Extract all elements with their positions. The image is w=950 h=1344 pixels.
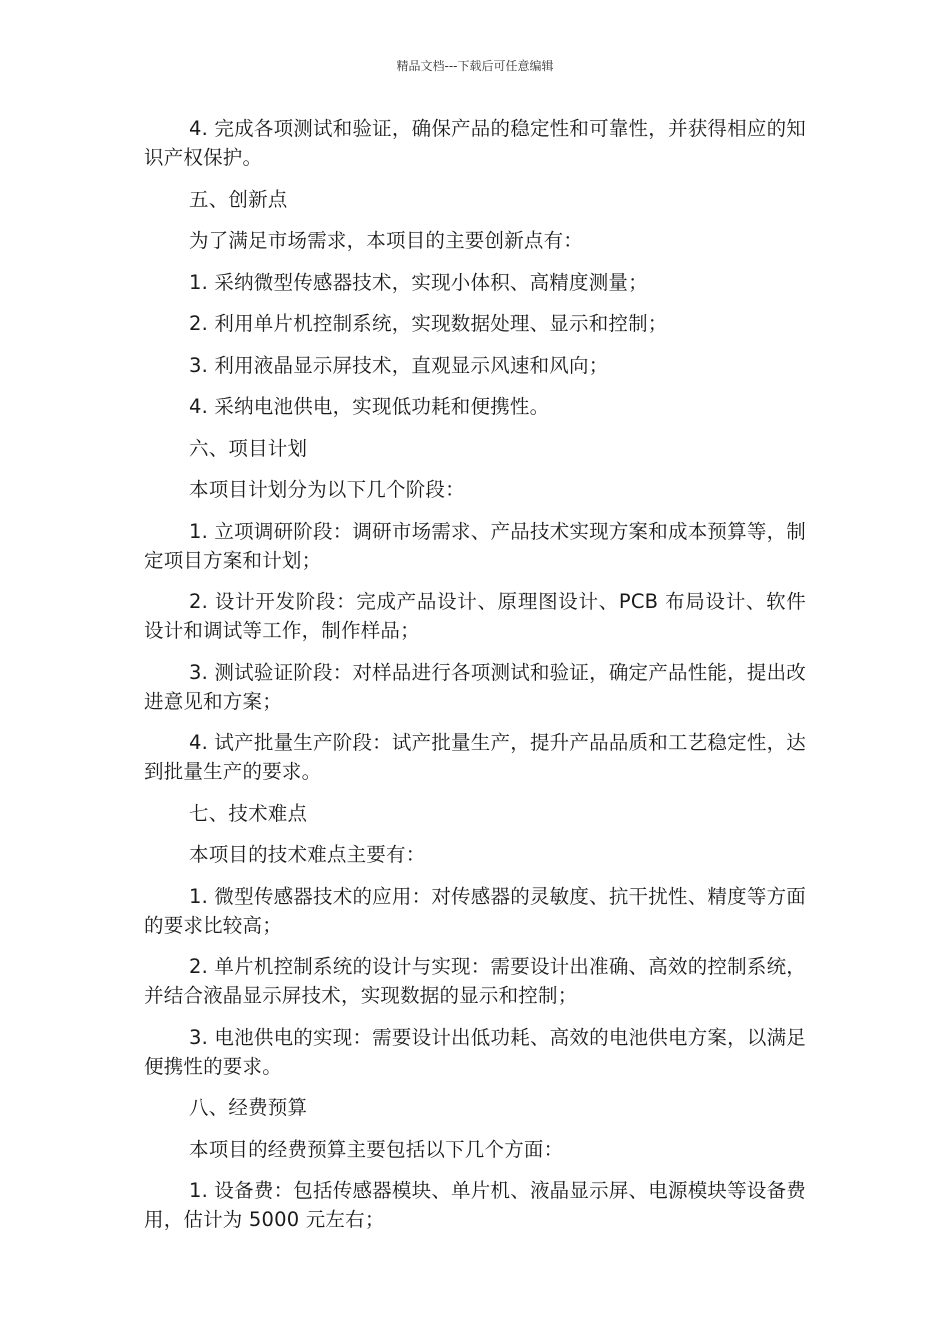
section-heading-difficulties: 七、技术难点 xyxy=(189,801,308,825)
list-item: 1. 设备费：包括传感器模块、单片机、液晶显示屏、电源模块等设备费用，估计为 5000 元左右； xyxy=(144,1179,806,1231)
section-heading-plan: 六、项目计划 xyxy=(189,436,308,460)
paragraph-difficulties-intro: 本项目的技术难点主要有： xyxy=(189,843,426,866)
paragraph-innovation-intro: 为了满足市场需求，本项目的主要创新点有： xyxy=(189,229,584,252)
list-item: 1. 立项调研阶段：调研市场需求、产品技术实现方案和成本预算等，制定项目方案和计划； xyxy=(144,519,806,572)
list-item: 2. 利用单片机控制系统，实现数据处理、显示和控制； xyxy=(189,312,668,335)
list-item: 2. 单片机控制系统的设计与实现：需要设计出准确、高效的控制系统，并结合液晶显示屏技术，实现数据的显示和控制； xyxy=(144,955,806,1007)
list-item: 3. 电池供电的实现：需要设计出低功耗、高效的电池供电方案，以满足便携性的要求。 xyxy=(144,1025,806,1078)
list-item: 1. 微型传感器技术的应用：对传感器的灵敏度、抗干扰性、精度等方面的要求比较高； xyxy=(144,884,806,937)
list-item: 4. 试产批量生产阶段：试产批量生产，提升产品品质和工艺稳定性，达到批量生产的要求。 xyxy=(144,731,806,783)
paragraph-testing-item: 4. 完成各项测试和验证，确保产品的稳定性和可靠性，并获得相应的知识产权保护。 xyxy=(144,117,806,169)
list-item: 3. 利用液晶显示屏技术，直观显示风速和风向； xyxy=(189,353,609,377)
list-item: 3. 测试验证阶段：对样品进行各项测试和验证，确定产品性能，提出改进意见和方案； xyxy=(144,660,806,713)
list-item: 4. 采纳电池供电，实现低功耗和便携性。 xyxy=(189,395,550,418)
list-item: 2. 设计开发阶段：完成产品设计、原理图设计、PCB 布局设计、软件设计和调试等工作，制作样品； xyxy=(144,590,806,642)
list-item: 1. 采纳微型传感器技术，实现小体积、高精度测量； xyxy=(189,270,648,294)
page-header: 精品文档---下载后可任意编辑 xyxy=(396,59,554,73)
section-heading-budget: 八、经费预算 xyxy=(189,1096,308,1119)
paragraph-budget-intro: 本项目的经费预算主要包括以下几个方面： xyxy=(189,1137,564,1161)
section-heading-innovation: 五、创新点 xyxy=(189,187,288,211)
paragraph-plan-intro: 本项目计划分为以下几个阶段： xyxy=(189,478,465,501)
document-body xyxy=(144,114,806,1234)
